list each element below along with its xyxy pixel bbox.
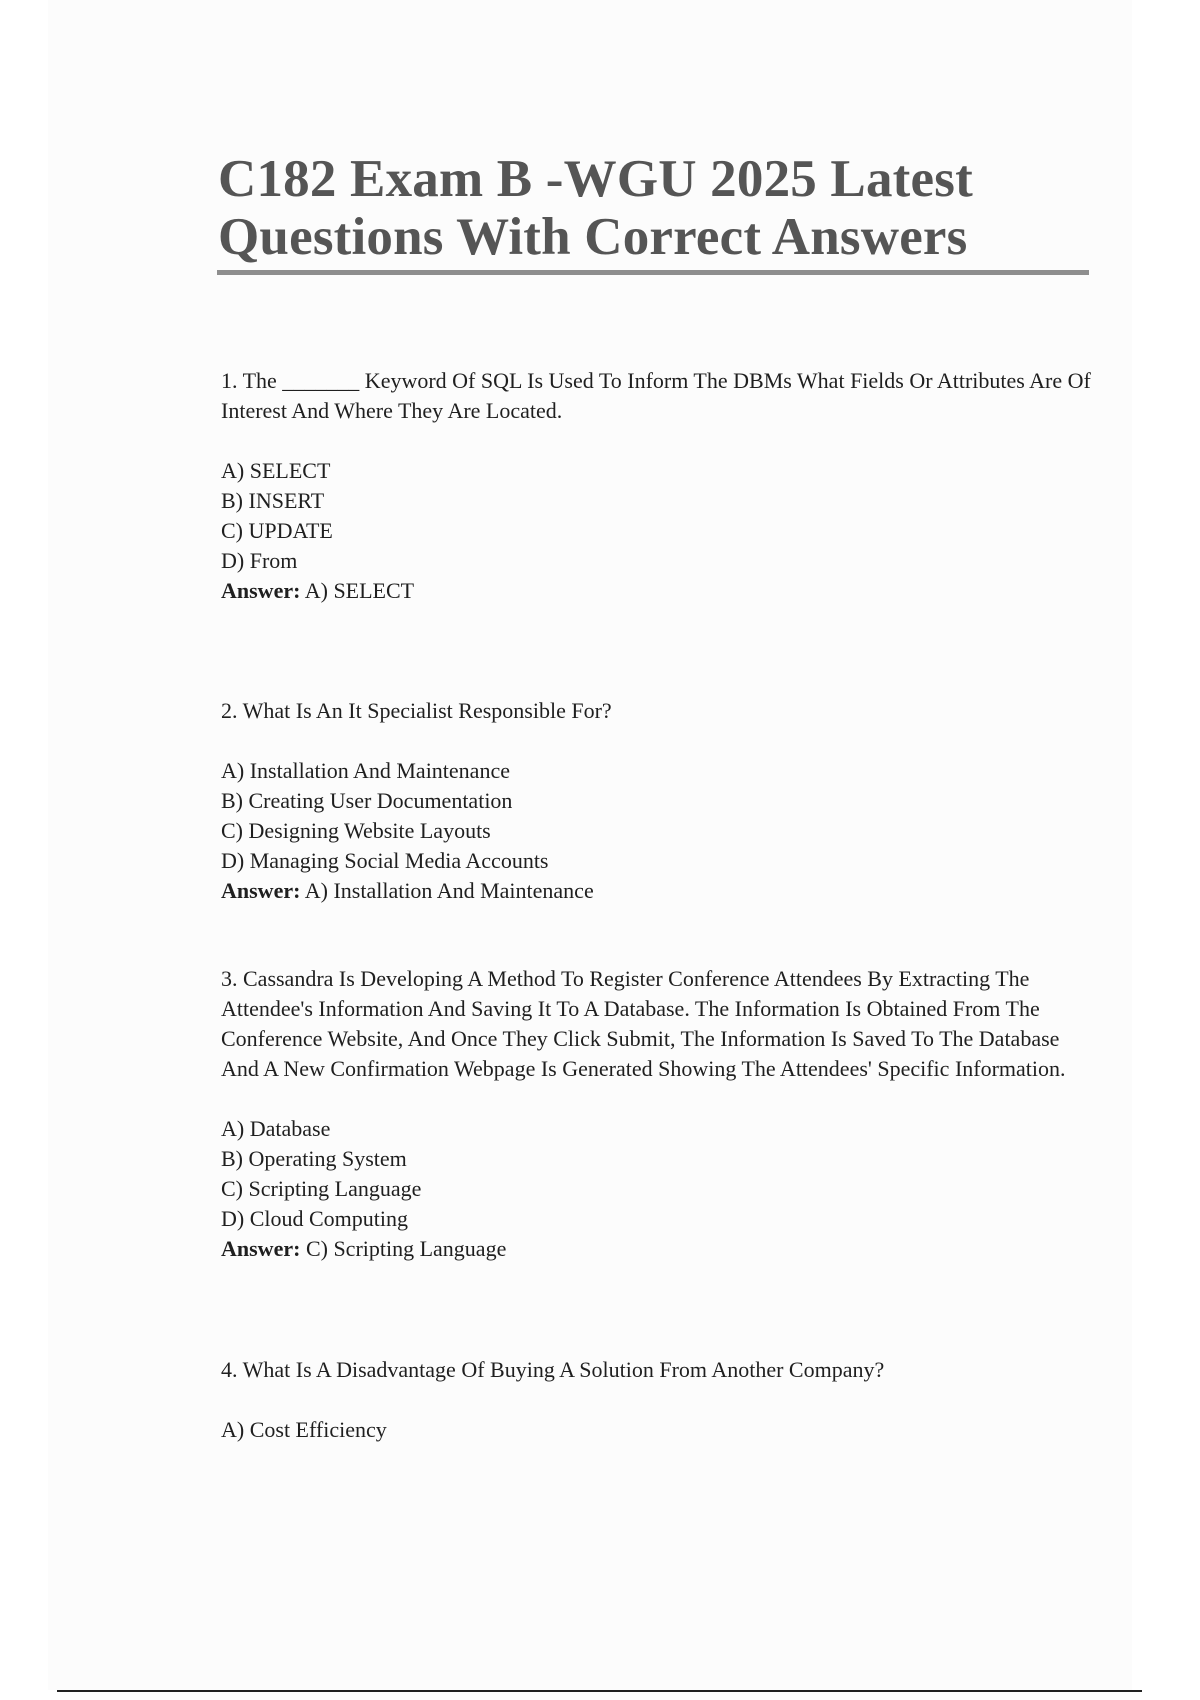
title-underline <box>217 270 1089 275</box>
answer-label: Answer: <box>221 1236 301 1261</box>
question-4-options <box>221 1415 1091 1445</box>
page-bottom-rule <box>57 1690 1142 1692</box>
question-2-option-d: D) Managing Social Media Accounts <box>221 848 549 873</box>
question-3-option-b: B) Operating System <box>221 1146 407 1171</box>
question-2-option-b: B) Creating User Documentation <box>221 788 513 813</box>
question-2 <box>221 696 1091 906</box>
question-3 <box>221 964 1091 1264</box>
question-3-text: 3. Cassandra Is Developing A Method To Register Conference Attendees By Extracting The Attendee's Information And Saving It To A Database. The Information Is Obtained From The Conference Website, And Once They Click Submit, The Information Is Saved To The Database And A New Confirmation Webpage Is Generated Showing The Attendees' Specific Information. <box>221 966 1066 1081</box>
question-1-option-d: D) From <box>221 548 298 573</box>
question-2-answer-value: A) Installation And Maintenance <box>304 878 594 903</box>
question-4-option-a: A) Cost Efficiency <box>221 1417 387 1442</box>
question-2-option-c: C) Designing Website Layouts <box>221 818 491 843</box>
question-3-answer <box>221 1234 1091 1264</box>
question-1-answer-value: A) SELECT <box>304 578 415 603</box>
question-2-answer <box>221 876 1091 906</box>
question-1 <box>221 366 1091 606</box>
question-4-text: 4. What Is A Disadvantage Of Buying A Solution From Another Company? <box>221 1357 885 1382</box>
question-1-option-a: A) SELECT <box>221 458 331 483</box>
document-title: C182 Exam B -WGU 2025 Latest Questions With Correct Answers <box>218 150 973 266</box>
question-1-options <box>221 456 1091 576</box>
question-3-option-c: C) Scripting Language <box>221 1176 422 1201</box>
question-4 <box>221 1355 1091 1445</box>
question-1-option-b: B) INSERT <box>221 488 325 513</box>
question-3-answer-value: C) Scripting Language <box>305 1236 507 1261</box>
question-3-option-a: A) Database <box>221 1116 331 1141</box>
question-1-option-c: C) UPDATE <box>221 518 333 543</box>
answer-label: Answer: <box>221 578 301 603</box>
question-1-text: 1. The _______ Keyword Of SQL Is Used To Inform The DBMs What Fields Or Attributes Are Of Interest And Where They Are Located. <box>221 368 1091 423</box>
question-3-options <box>221 1114 1091 1234</box>
question-2-options <box>221 756 1091 876</box>
question-1-answer <box>221 576 1091 606</box>
answer-label: Answer: <box>221 878 301 903</box>
question-2-text: 2. What Is An It Specialist Responsible For? <box>221 698 612 723</box>
question-3-option-d: D) Cloud Computing <box>221 1206 409 1231</box>
question-2-option-a: A) Installation And Maintenance <box>221 758 510 783</box>
